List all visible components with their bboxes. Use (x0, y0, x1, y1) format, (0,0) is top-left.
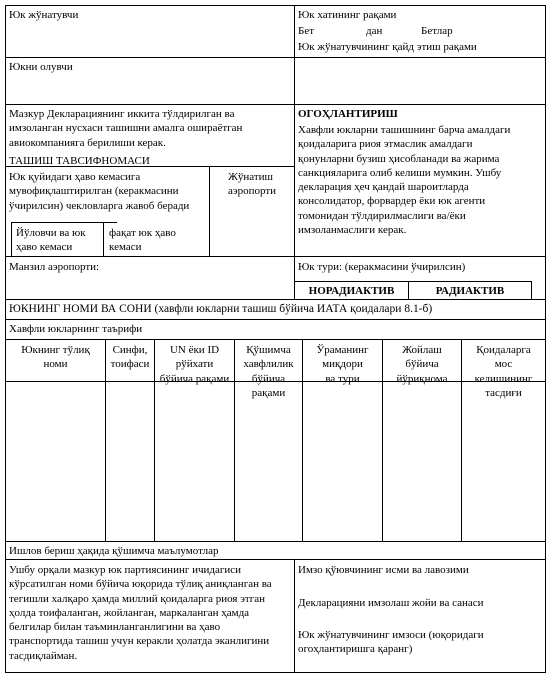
cell-authorization[interactable] (462, 382, 545, 541)
cell-un-id-number[interactable] (155, 382, 234, 541)
shipper-label: Юк жўнатувчи (9, 9, 79, 21)
col-packaging-quantity: Ўраманинг миқдори ва тури (316, 344, 369, 385)
consignee-right-field[interactable] (296, 58, 544, 103)
cell-proper-shipping-name[interactable] (6, 382, 105, 541)
col-authorization: Қоидаларга мос келишининг тасдиғи (474, 344, 533, 399)
col-subsidiary-risk: Қўшимча хавфлилик бўйича рақами (243, 344, 294, 399)
transport-title: ТАШИШ ТАВСИФНОМАСИ (9, 155, 150, 167)
awb-reference-label: Юк жўнатувчининг қайд этиш рақами (298, 41, 477, 53)
col-proper-shipping-name: Юкнинг тўлиқ номи (21, 344, 90, 371)
awb-page-label: Бет (298, 25, 315, 37)
nature-quantity-heading: ЮКНИНГ НОМИ ВА СОНИ (хавфли юкларни ташиш бўйича ИАТА қоидалари 8.1-б) (9, 303, 433, 315)
cell-subsidiary-risk[interactable] (235, 382, 302, 541)
departure-airport-label: Жўнатиш аэропорти (228, 171, 277, 198)
shipment-type-label: Юк тури: (керакмасини ўчирилсин) (298, 261, 466, 273)
shipper-signature-label: Юк жўнатувчининг имзоси (юқоридаги огоҳлантиришга қаранг) (298, 629, 484, 656)
consignee-field[interactable] (6, 76, 294, 103)
awb-of-label: дан (366, 25, 383, 37)
consignee-label: Юкни олувчи (9, 61, 73, 73)
cargo-only-option[interactable]: фақат юк ҳаво кемаси (109, 227, 176, 254)
signatory-name-title-label: Имзо қўювчининг исми ва лавозими (298, 564, 469, 576)
certification-text: Ушбу орқали мазкур юк партиясининг ичидагиси кўрсатилган номи бўйича юқорида тўлиқ аниқланган ва тегишли халқаро ҳамда миллий қоидаларга риоя этган ҳолда тоифаланган, жойланган, маркаланган ҳамда белгилар билан таъминланганлигини ва ҳаво транспортида ташиш учун керакли ҳолатда эканлигини тасдиқлайман. (9, 564, 272, 662)
warning-title: ОГОҲЛАНТИРИШ (298, 108, 398, 120)
passenger-cargo-option[interactable]: Йўловчи ва юк ҳаво кемаси (16, 227, 86, 254)
cell-class-division[interactable] (106, 382, 154, 541)
awb-number-label: Юк хатининг рақами (298, 9, 397, 21)
shipper-field[interactable] (6, 24, 294, 56)
copies-note: Мазкур Декларациянинг иккита тўлдирилган ва имзоланган нусхаси ташишни амалга ошираётган авиокомпанияга берилиши керак. (9, 108, 243, 149)
awb-pages-label: Бетлар (421, 25, 453, 37)
place-date-label: Декларацияни имзолаш жойи ва санаси (298, 597, 484, 609)
cell-packaging-quantity[interactable] (303, 382, 382, 541)
radioactive-option[interactable]: РАДИАКТИВ (435, 285, 505, 297)
warning-text: Хавфли юкларни ташишнинг барча амалдаги қоидаларига риоя этмаслик амалдаги қонунларни бузиш ҳисобланади ва жарима санкцияларига олиб келиши мумкин. Ушбу декларация ҳеч қандай шароитларда консолидатор, форвардер ёки юк агенти томонидан тўлдирилмаслиги ва/ёки имзоланмаслиги керак. (298, 124, 511, 237)
col-packing-instruction: Жойлаш бўйича йўриқнома (396, 344, 448, 385)
destination-airport-label: Манзил аэропорти: (9, 261, 100, 273)
identification-heading: Хавфли юкларнинг таърифи (9, 323, 143, 335)
non-radioactive-option[interactable]: НОРАДИАКТИВ (308, 285, 395, 297)
cell-packing-instruction[interactable] (383, 382, 461, 541)
transport-limitations: Юк қуйидаги ҳаво кемасига мувофиқлаштирилган (керакмасини ўчирилсин) чекловларга жавоб беради (9, 171, 190, 212)
col-class-division: Синфи, тоифаси (110, 344, 150, 371)
additional-handling-label: Ишлов бериш ҳақида қўшимча маълумотлар (9, 545, 219, 557)
col-un-id-number: UN ёки ID рўйхати бўйича рақами (159, 344, 230, 385)
